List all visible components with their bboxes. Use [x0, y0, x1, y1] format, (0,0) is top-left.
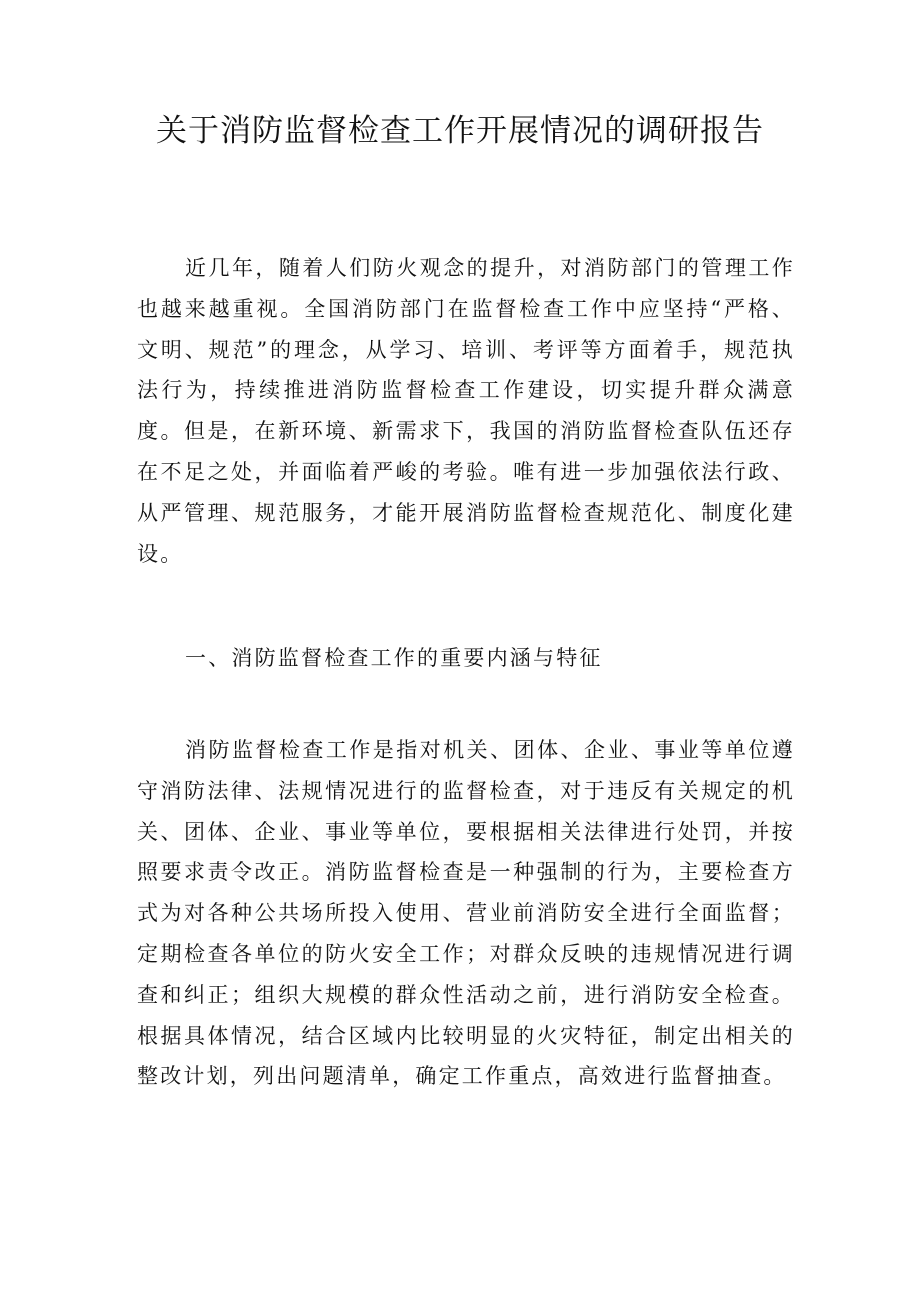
intro-paragraph: 近几年，随着人们防火观念的提升，对消防部门的管理工作也越来越重视。全国消防部门在监督检查工作中应坚持“严格、文明、规范”的理念，从学习、培训、考评等方面着手，规范执法行为，持续推进消防监督检查工作建设，切实提升群众满意度。但是，在新环境、新需求下，我国的消防监督检查队伍还存在不足之处，并面临着严峻的考验。唯有进一步加强依法行政、从严管理、规范服务，才能开展消防监督检查规范化、制度化建设。 [137, 256, 795, 566]
document-title: 关于消防监督检查工作开展情况的调研报告 [156, 113, 764, 149]
section-heading: 一、消防监督检查工作的重要内涵与特征 [185, 646, 603, 670]
section-paragraph: 消防监督检查工作是指对机关、团体、企业、事业等单位遵守消防法律、法规情况进行的监督检查，对于违反有关规定的机关、团体、企业、事业等单位，要根据相关法律进行处罚，并按照要求责令改正。消防监督检查是一种强制的行为，主要检查方式为对各种公共场所投入使用、营业前消防安全进行全面监督；定期检查各单位的防火安全工作；对群众反映的违规情况进行调查和纠正；组织大规模的群众性活动之前，进行消防安全检查。根据具体情况，结合区域内比较明显的火灾特征，制定出相关的整改计划，列出问题清单，确定工作重点，高效进行监督抽查。 [137, 738, 795, 1089]
